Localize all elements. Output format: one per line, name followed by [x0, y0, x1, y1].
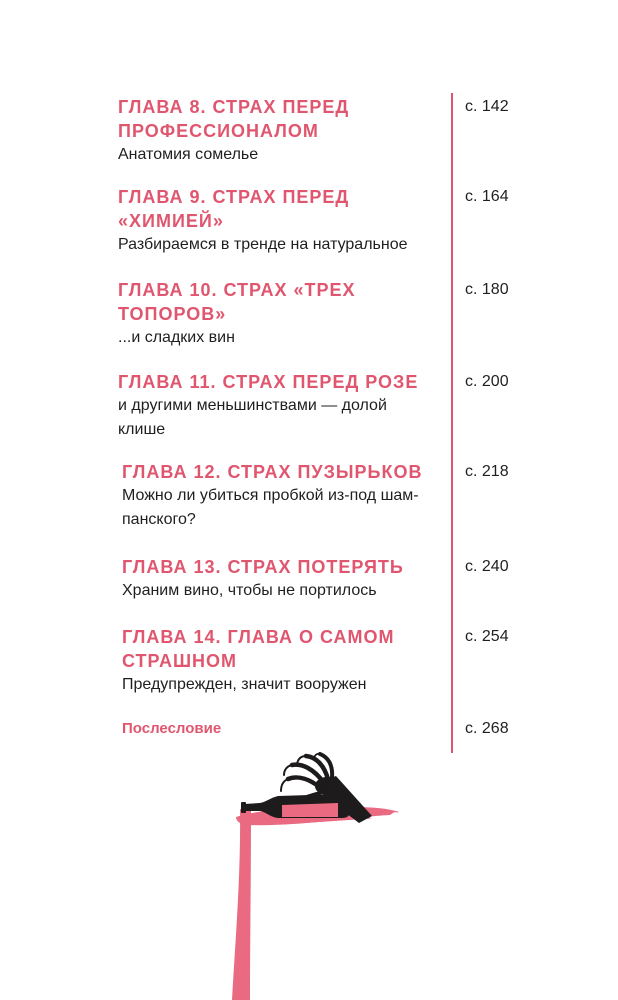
- chapter-title-line: СТРАШНОМ: [122, 651, 238, 671]
- chapter-title-line: ГЛАВА 9. СТРАХ ПЕРЕД: [118, 187, 350, 207]
- toc-entry: [118, 278, 444, 350]
- chapter-title-line: «ХИМИЕЙ»: [118, 211, 224, 231]
- page-number: с. 240: [465, 558, 509, 575]
- chapter-title-line: ГЛАВА 13. СТРАХ ПОТЕРЯТЬ: [122, 557, 404, 577]
- chapter-subtitle-line: Предупрежден, значит вооружен: [122, 676, 367, 693]
- toc-entry-afterword: [122, 717, 448, 741]
- chapter-title-line: ТОПОРОВ»: [118, 304, 227, 324]
- chapter-title-line: ГЛАВА 14. ГЛАВА О САМОМ: [122, 627, 395, 647]
- chapter-title: [118, 185, 444, 233]
- chapter-title-line: ГЛАВА 8. СТРАХ ПЕРЕД: [118, 97, 350, 117]
- bottle-label: [282, 803, 338, 817]
- chapter-subtitle-line: панского?: [122, 511, 196, 528]
- chapter-subtitle-line: и другими меньшинствами — долой: [118, 397, 387, 414]
- chapter-subtitle: [118, 143, 444, 167]
- page-number: с. 180: [465, 281, 509, 298]
- toc-entry: [122, 555, 448, 603]
- chapter-subtitle-line: клише: [118, 421, 166, 438]
- page-number: с. 268: [465, 720, 509, 737]
- page-number: с. 164: [465, 188, 509, 205]
- chapter-title: [118, 95, 444, 143]
- chapter-subtitle-line: Анатомия сомелье: [118, 146, 259, 163]
- chapter-title: [122, 625, 448, 673]
- chapter-title: [118, 370, 444, 394]
- wine-stream: [232, 809, 251, 1000]
- page-number: с. 200: [465, 373, 509, 390]
- chapter-title-line: ГЛАВА 11. СТРАХ ПЕРЕД РОЗЕ: [118, 372, 419, 392]
- toc-entry: [122, 460, 448, 532]
- toc-entry: [118, 95, 444, 167]
- chapter-subtitle-line: Храним вино, чтобы не портилось: [122, 582, 377, 599]
- page-number: с. 142: [465, 98, 509, 115]
- page-number: с. 254: [465, 628, 509, 645]
- toc-entry: [118, 370, 444, 442]
- chapter-title-line: ГЛАВА 10. СТРАХ «ТРЕХ: [118, 280, 356, 300]
- chapter-subtitle: [122, 484, 448, 532]
- chapter-subtitle-line: ...и сладких вин: [118, 329, 235, 346]
- chapter-title-line: ГЛАВА 12. СТРАХ ПУЗЫРЬКОВ: [122, 462, 423, 482]
- chapter-title: [122, 555, 448, 579]
- chapter-subtitle: [118, 394, 444, 442]
- claw-pouring-wine-bottle-icon: [220, 745, 410, 1000]
- page-number: с. 218: [465, 463, 509, 480]
- chapter-title: [122, 460, 448, 484]
- chapter-subtitle-line: Разбираемся в тренде на натуральное: [118, 236, 408, 253]
- toc-entry: [118, 185, 444, 257]
- chapter-subtitle: [118, 326, 444, 350]
- vertical-divider: [451, 93, 453, 753]
- chapter-title-line: ПРОФЕССИОНАЛОМ: [118, 121, 319, 141]
- chapter-subtitle: [122, 579, 448, 603]
- toc-entry: [122, 625, 448, 697]
- chapter-title: [118, 278, 444, 326]
- chapter-subtitle: [122, 673, 448, 697]
- chapter-subtitle: [118, 233, 444, 257]
- afterword-title: Послесловие: [122, 720, 222, 737]
- chapter-subtitle-line: Можно ли убиться пробкой из-под шам-: [122, 487, 419, 504]
